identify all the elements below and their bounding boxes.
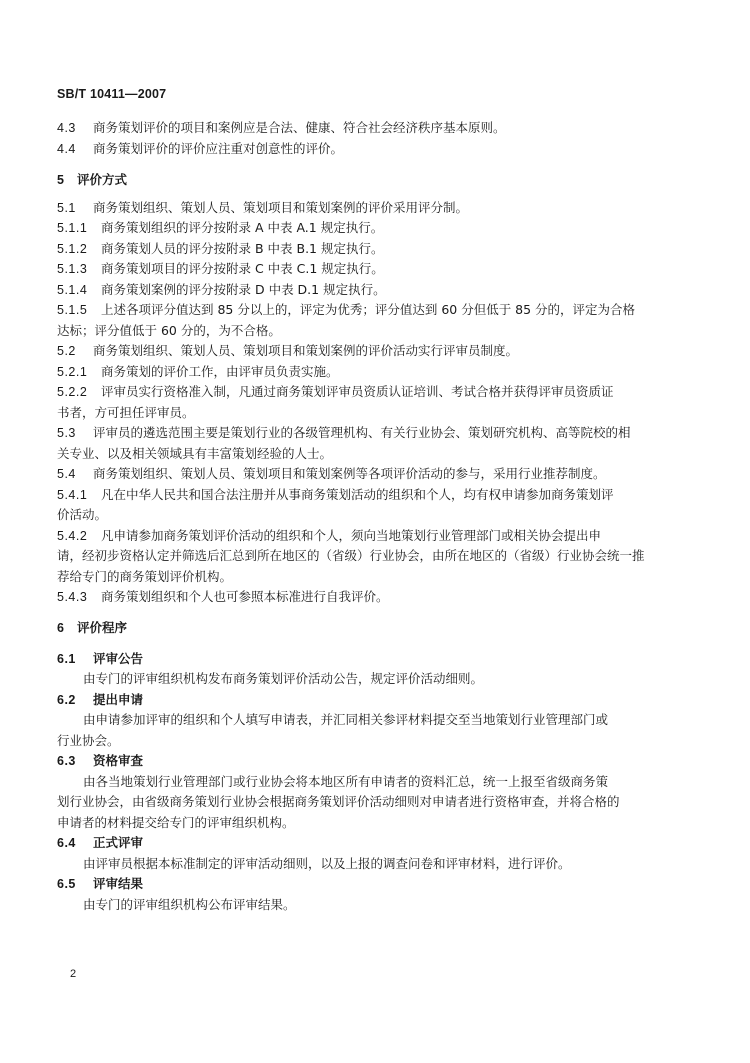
clause-title: 正式评审 — [93, 835, 144, 850]
clause-number: 5.3 — [57, 426, 76, 440]
clause-title: 提出申请 — [93, 692, 144, 707]
clause-number: 5.1.5 — [57, 303, 88, 317]
clause-5-2-2-cont: 书者，方可担任评审员。 — [57, 405, 195, 420]
clause-5-2-1 — [57, 364, 339, 380]
clause-number: 4.4 — [57, 142, 76, 156]
clause-text: 商务策划的评价工作，由评审员负责实施。 — [101, 364, 339, 379]
clause-number: 6.5 — [57, 877, 76, 891]
clause-title: 评审结果 — [93, 876, 144, 891]
clause-number: 5.2 — [57, 344, 76, 358]
clause-6-5-text: 由专门的评审组织机构公布评审结果。 — [83, 897, 296, 912]
clause-6-1-heading — [57, 651, 143, 667]
clause-text: 商务策划人员的评分按附录 B 中表 B.1 规定执行。 — [101, 241, 384, 256]
clause-5-1 — [57, 200, 468, 216]
page-number: 2 — [70, 968, 77, 980]
clause-5-4 — [57, 466, 606, 482]
clause-text: 商务策划组织、策划人员、策划项目和策划案例等各项评价活动的参与，采用行业推荐制度。 — [93, 466, 606, 481]
clause-4-3 — [57, 120, 506, 136]
clause-number: 5.2.1 — [57, 365, 88, 379]
clause-number: 5.1 — [57, 201, 76, 215]
clause-5-4-1 — [57, 487, 614, 503]
clause-number: 5.4.2 — [57, 529, 88, 543]
clause-6-3-heading — [57, 753, 143, 769]
clause-5-1-5 — [57, 302, 635, 318]
clause-6-2-text: 由申请参加评审的组织和个人填写申请表，并汇同相关参评材料提交至当地策划行业管理部门或 — [83, 712, 609, 727]
clause-5-2-2 — [57, 384, 614, 400]
clause-text: 评审员的遴选范围主要是策划行业的各级管理机构、有关行业协会、策划研究机构、高等院校的相 — [93, 425, 631, 440]
clause-6-4-heading — [57, 835, 143, 851]
clause-6-2-heading — [57, 692, 143, 708]
clause-number: 5.1.1 — [57, 221, 88, 235]
clause-5-4-2-cont1: 请，经初步资格认定并筛选后汇总到所在地区的（省级）行业协会，由所在地区的（省级）行业协会统一推 — [57, 548, 645, 563]
clause-text: 凡申请参加商务策划评价活动的组织和个人，须向当地策划行业管理部门或相关协会提出申 — [101, 528, 602, 543]
clause-text: 商务策划案例的评分按附录 D 中表 D.1 规定执行。 — [101, 282, 386, 297]
clause-number: 5.1.4 — [57, 283, 88, 297]
clause-5-1-5-cont: 达标；评分值低于 60 分的，为不合格。 — [57, 323, 281, 338]
clause-number: 5.4.1 — [57, 488, 88, 502]
clause-text: 上述各项评分值达到 85 分以上的，评定为优秀；评分值达到 60 分但低于 85 分的，评定为合格 — [101, 302, 636, 317]
clause-text: 商务策划评价的评价应注重对创意性的评价。 — [93, 141, 344, 156]
clause-5-4-1-cont: 价活动。 — [57, 507, 108, 522]
clause-number: 6.1 — [57, 652, 76, 666]
clause-number: 5.4.3 — [57, 590, 88, 604]
clause-4-4 — [57, 141, 343, 157]
clause-number: 5.1.2 — [57, 242, 88, 256]
clause-5-3 — [57, 425, 631, 441]
clause-text: 商务策划组织、策划人员、策划项目和策划案例的评价活动实行评审员制度。 — [93, 343, 519, 358]
clause-text: 商务策划组织和个人也可参照本标准进行自我评价。 — [101, 589, 389, 604]
clause-5-3-cont: 关专业、以及相关领域具有丰富策划经验的人士。 — [57, 446, 333, 461]
clause-number: 5.1.3 — [57, 262, 88, 276]
clause-number: 5.4 — [57, 467, 76, 481]
clause-title: 资格审查 — [93, 753, 144, 768]
clause-text: 商务策划项目的评分按附录 C 中表 C.1 规定执行。 — [101, 261, 384, 276]
clause-text: 商务策划组织的评分按附录 A 中表 A.1 规定执行。 — [101, 220, 384, 235]
clause-5-4-3 — [57, 589, 389, 605]
clause-number: 6.2 — [57, 693, 76, 707]
clause-text: 评审员实行资格准入制，凡通过商务策划评审员资质认证培训、考试合格并获得评审员资质证 — [101, 384, 614, 399]
clause-6-3-cont2: 申请者的材料提交给专门的评审组织机构。 — [57, 815, 295, 830]
clause-6-2-cont: 行业协会。 — [57, 733, 120, 748]
clause-5-1-2 — [57, 241, 383, 257]
clause-6-3-text: 由各当地策划行业管理部门或行业协会将本地区所有申请者的资料汇总，统一上报至省级商务策 — [83, 774, 609, 789]
clause-number: 4.3 — [57, 121, 76, 135]
section-title: 评价程序 — [77, 620, 128, 635]
clause-6-5-heading — [57, 876, 143, 892]
clause-6-1-text: 由专门的评审组织机构发布商务策划评价活动公告，规定评价活动细则。 — [83, 671, 484, 686]
clause-5-2 — [57, 343, 518, 359]
section-title: 评价方式 — [77, 172, 128, 187]
section-5-heading — [57, 172, 127, 188]
clause-6-3-cont1: 划行业协会，由省级商务策划行业协会根据商务策划评价活动细则对申请者进行资格审查，并将合格的 — [57, 794, 620, 809]
clause-number: 6.4 — [57, 836, 76, 850]
clause-text: 凡在中华人民共和国合法注册并从事商务策划活动的组织和个人，均有权申请参加商务策划评 — [101, 487, 614, 502]
clause-text: 商务策划组织、策划人员、策划项目和策划案例的评价采用评分制。 — [93, 200, 469, 215]
clause-5-4-2 — [57, 528, 601, 544]
section-6-heading — [57, 620, 127, 636]
clause-5-4-2-cont2: 荐给专门的商务策划评价机构。 — [57, 569, 233, 584]
clause-text: 商务策划评价的项目和案例应是合法、健康、符合社会经济秩序基本原则。 — [93, 120, 506, 135]
clause-number: 5.2.2 — [57, 385, 88, 399]
clause-title: 评审公告 — [93, 651, 144, 666]
clause-5-1-4 — [57, 282, 386, 298]
standard-code: SB/T 10411—2007 — [57, 87, 167, 101]
section-number: 5 — [57, 173, 65, 187]
clause-5-1-3 — [57, 261, 384, 277]
clause-6-4-text: 由评审员根据本标准制定的评审活动细则，以及上报的调查问卷和评审材料，进行评价。 — [83, 856, 571, 871]
clause-5-1-1 — [57, 220, 383, 236]
section-number: 6 — [57, 621, 65, 635]
clause-number: 6.3 — [57, 754, 76, 768]
